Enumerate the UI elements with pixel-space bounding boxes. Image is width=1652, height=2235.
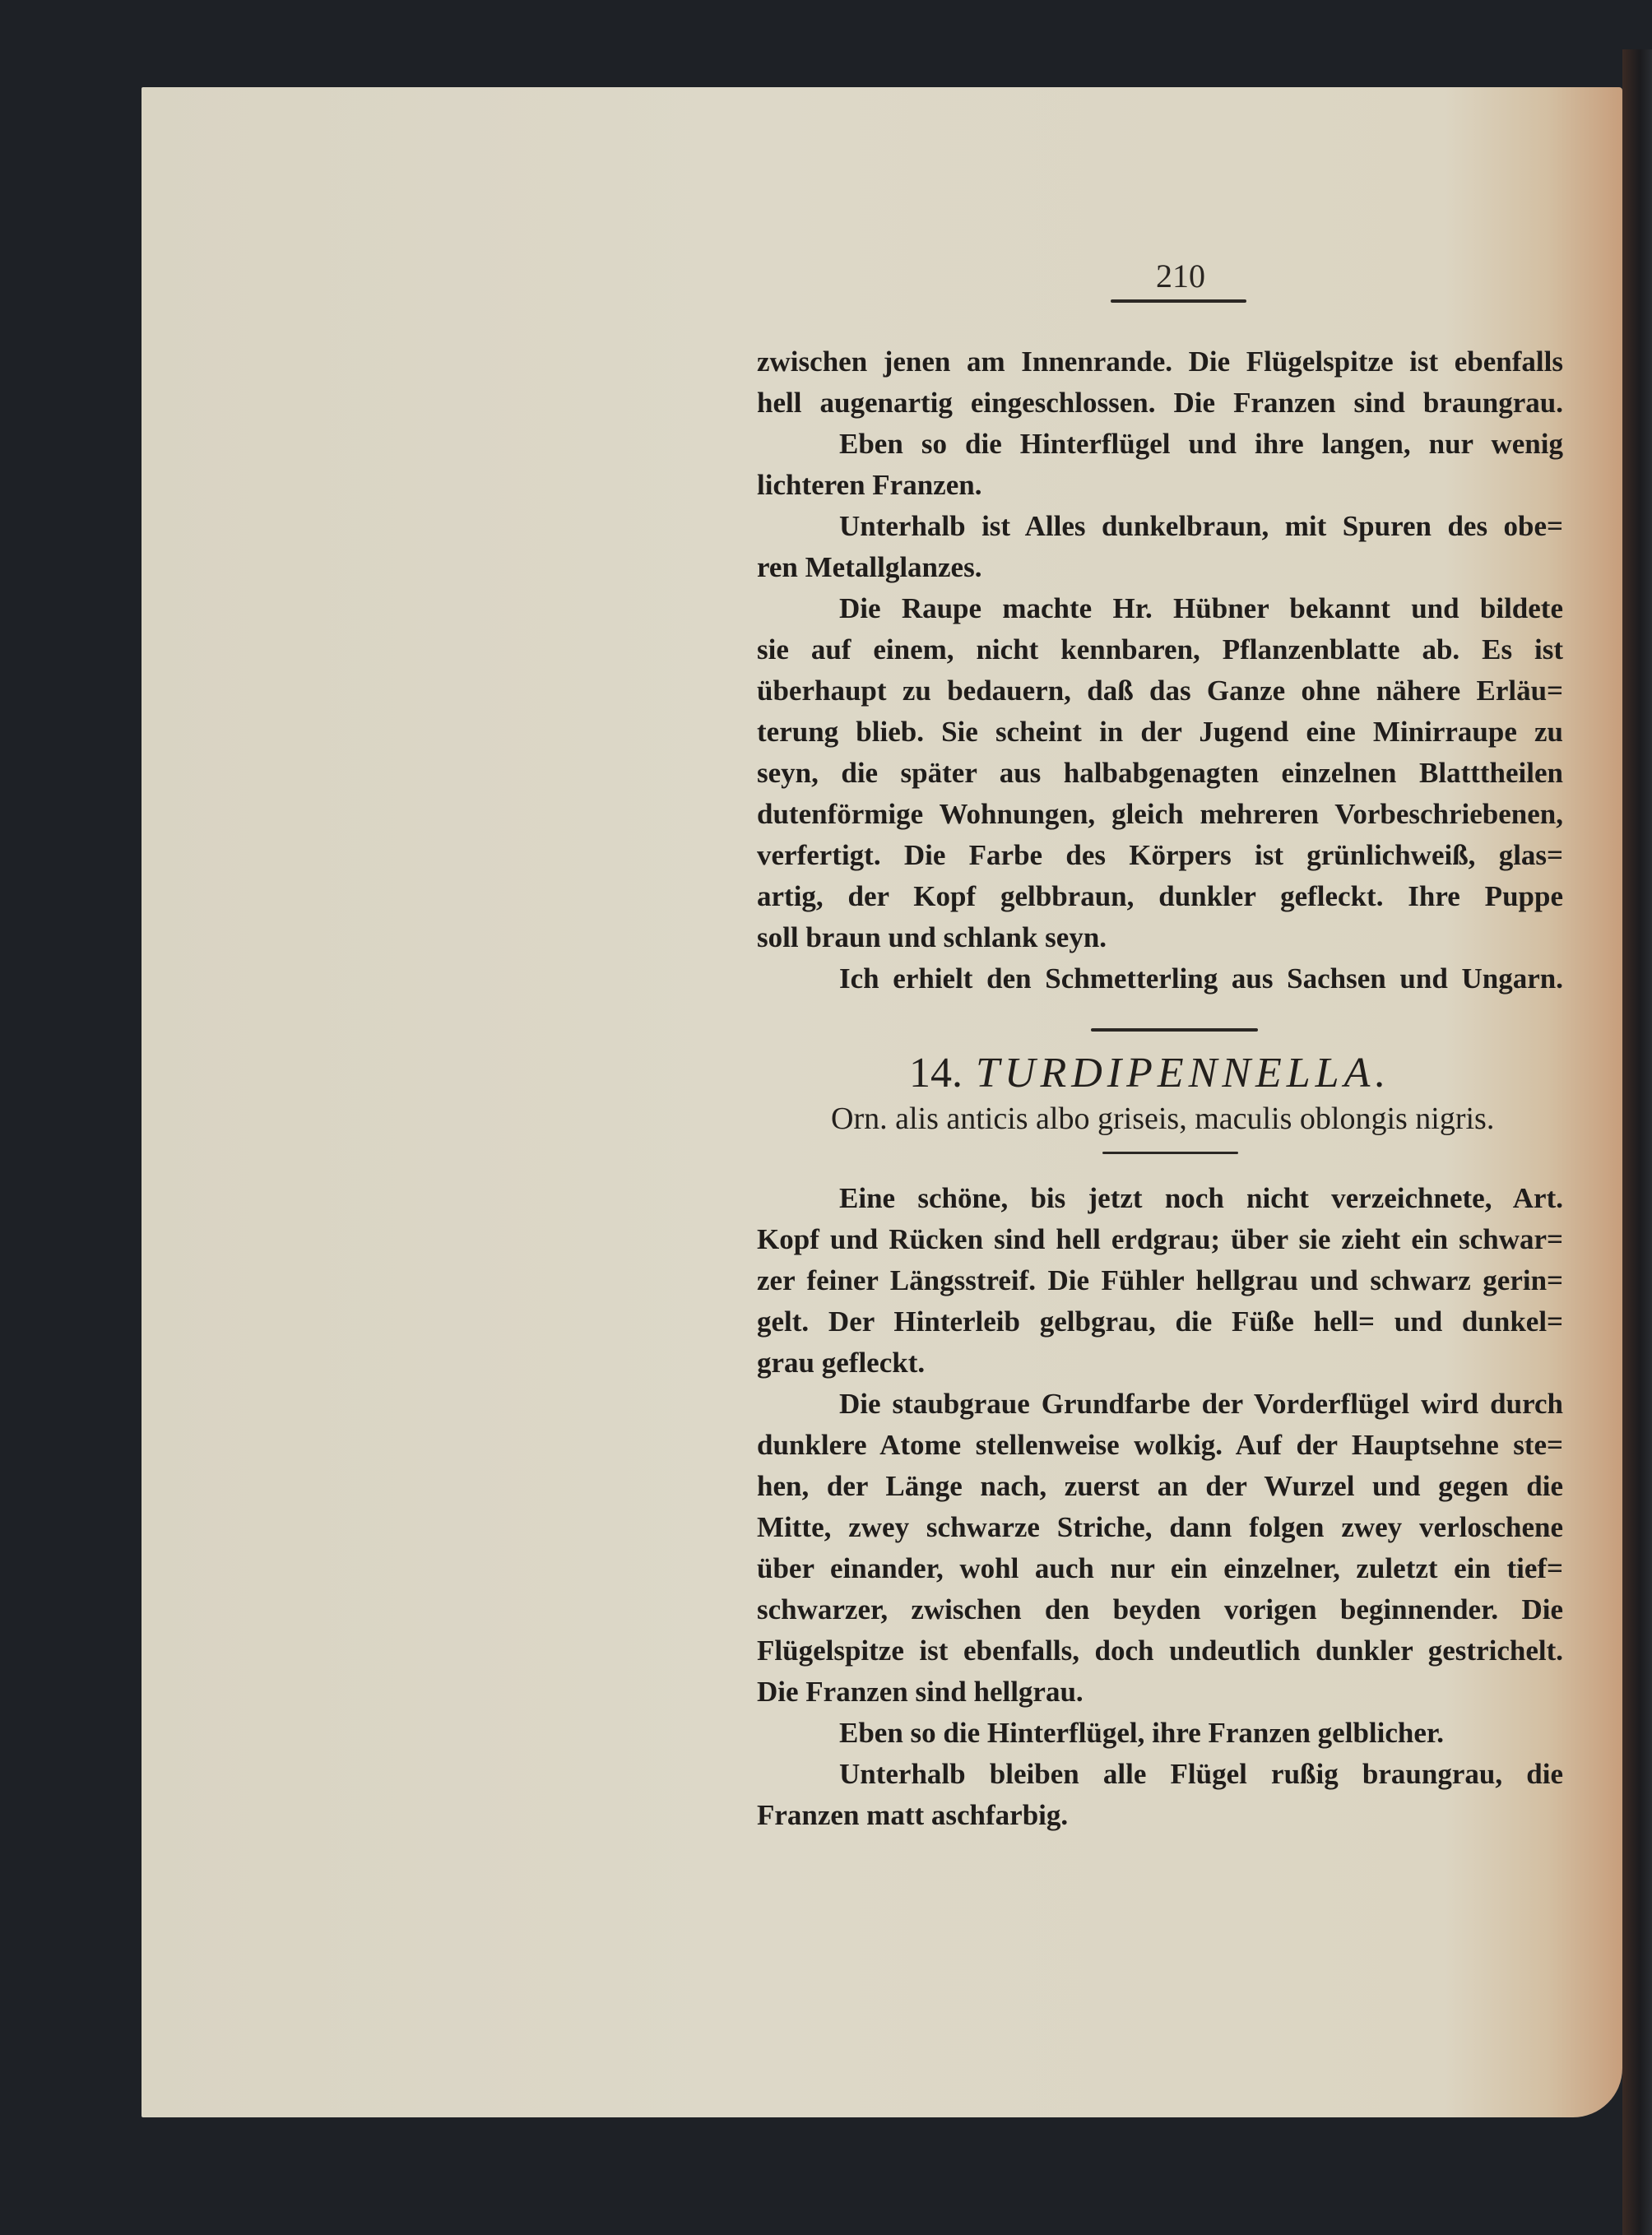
- text-line-content: überhaupt zu bedauern, daß das Ganze ohne nähere Erläu=: [757, 675, 1563, 707]
- text-line: [839, 1384, 1563, 1425]
- text-line: [757, 1548, 1563, 1589]
- species-name: TURDIPENNELLA.: [976, 1050, 1391, 1097]
- text-line: [757, 1219, 1563, 1260]
- text-line-content: grau gefleckt.: [757, 1347, 926, 1379]
- text-line-content: Kopf und Rücken sind hell erdgrau; über sie zieht ein schwar=: [757, 1223, 1563, 1255]
- species-diagnosis: Orn. alis anticis albo griseis, maculis oblongis nigris.: [831, 1101, 1495, 1136]
- text-line-content: zwischen jenen am Innenrande. Die Flügelspitze ist ebenfalls: [757, 345, 1563, 378]
- text-line-content: Die Franzen sind hellgrau.: [757, 1676, 1084, 1708]
- species-heading: [909, 1049, 1390, 1097]
- text-line: [757, 835, 1563, 876]
- text-line-content: Eben so die Hinterflügel, ihre Franzen gelblicher.: [839, 1717, 1444, 1749]
- text-line: [839, 424, 1563, 465]
- diagnosis-divider: [1102, 1152, 1238, 1154]
- text-line-content: artig, der Kopf gelbbraun, dunkler gefleckt. Ihre Puppe: [757, 880, 1563, 912]
- text-line-content: Unterhalb ist Alles dunkelbraun, mit Spuren des obe=: [839, 510, 1563, 542]
- text-line-content: dutenförmige Wohnungen, gleich mehreren Vorbeschriebenen,: [757, 798, 1563, 830]
- text-line-content: lichteren Franzen.: [757, 469, 982, 501]
- text-line: [757, 465, 981, 506]
- text-line-content: Die staubgraue Grundfarbe der Vorderflügel wird durch: [839, 1388, 1563, 1420]
- text-line: [757, 1795, 1068, 1836]
- text-line-content: verfertigt. Die Farbe des Körpers ist grünlichweiß, glas=: [757, 839, 1563, 871]
- text-line: [839, 588, 1563, 629]
- text-line-content: seyn, die später aus halbabgenagten einzelnen Blatttheilen: [757, 757, 1563, 789]
- text-line-content: schwarzer, zwischen den beyden vorigen beginnender. Die: [757, 1593, 1563, 1625]
- text-line-content: Die Raupe machte Hr. Hübner bekannt und bildete: [839, 592, 1563, 624]
- text-line: [757, 712, 1563, 753]
- text-line-content: ren Metallglanzes.: [757, 551, 982, 583]
- species-number: 14.: [909, 1050, 963, 1097]
- text-line: [757, 547, 981, 588]
- text-line: [757, 341, 1563, 383]
- text-line-content: sie auf einem, nicht kennbaren, Pflanzenblatte ab. Es ist: [757, 633, 1563, 665]
- text-line: [757, 670, 1563, 712]
- text-line-content: terung blieb. Sie scheint in der Jugend eine Minirraupe zu: [757, 716, 1563, 748]
- text-line: [757, 794, 1563, 835]
- text-line: [839, 506, 1563, 547]
- text-line-content: hell augenartig eingeschlossen. Die Franzen sind braungrau.: [757, 387, 1563, 419]
- text-line-content: über einander, wohl auch nur ein einzelner, zuletzt ein tief=: [757, 1552, 1563, 1584]
- text-line: [757, 753, 1563, 794]
- text-line-content: Ich erhielt den Schmetterling aus Sachsen und Ungarn.: [839, 962, 1563, 995]
- text-line-content: Franzen matt aschfarbig.: [757, 1799, 1069, 1831]
- section-divider: [1091, 1028, 1258, 1032]
- text-line: [757, 1466, 1563, 1507]
- text-line-content: soll braun und schlank seyn.: [757, 921, 1107, 953]
- text-line: [757, 917, 1107, 958]
- text-line: [757, 1260, 1563, 1301]
- text-line-content: Unterhalb bleiben alle Flügel rußig braungrau, die: [839, 1758, 1563, 1790]
- text-line: [757, 1507, 1563, 1548]
- text-line: [757, 1589, 1563, 1630]
- text-line: [757, 629, 1563, 670]
- text-line: [757, 1630, 1563, 1672]
- text-line-content: dunklere Atome stellenweise wolkig. Auf der Hauptsehne ste=: [757, 1429, 1563, 1461]
- text-line: [839, 1754, 1563, 1795]
- text-line: [839, 958, 1563, 999]
- text-line: [839, 1713, 1444, 1754]
- text-line-content: Flügelspitze ist ebenfalls, doch undeutlich dunkler gestrichelt.: [757, 1635, 1563, 1667]
- text-line: [757, 383, 1563, 424]
- page-number: 210: [1156, 257, 1205, 294]
- book-spine-edge: [1622, 49, 1652, 2235]
- text-line-content: hen, der Länge nach, zuerst an der Wurzel und gegen die: [757, 1470, 1563, 1502]
- text-line-content: Eine schöne, bis jetzt noch nicht verzeichnete, Art.: [839, 1182, 1563, 1214]
- text-line-content: zer feiner Längsstreif. Die Fühler hellgrau und schwarz gerin=: [757, 1264, 1563, 1296]
- text-line: [757, 1342, 925, 1384]
- text-line: [839, 1178, 1563, 1219]
- text-line: [757, 876, 1563, 917]
- text-line: [757, 1301, 1563, 1342]
- page-number-rule: [1111, 299, 1246, 303]
- text-line-content: Eben so die Hinterflügel und ihre langen, nur wenig: [839, 428, 1563, 460]
- text-line-content: Mitte, zwey schwarze Striche, dann folgen zwey verloschene: [757, 1511, 1563, 1543]
- text-line: [757, 1672, 1084, 1713]
- text-line-content: gelt. Der Hinterleib gelbgrau, die Füße hell= und dunkel=: [757, 1305, 1563, 1338]
- text-line: [757, 1425, 1563, 1466]
